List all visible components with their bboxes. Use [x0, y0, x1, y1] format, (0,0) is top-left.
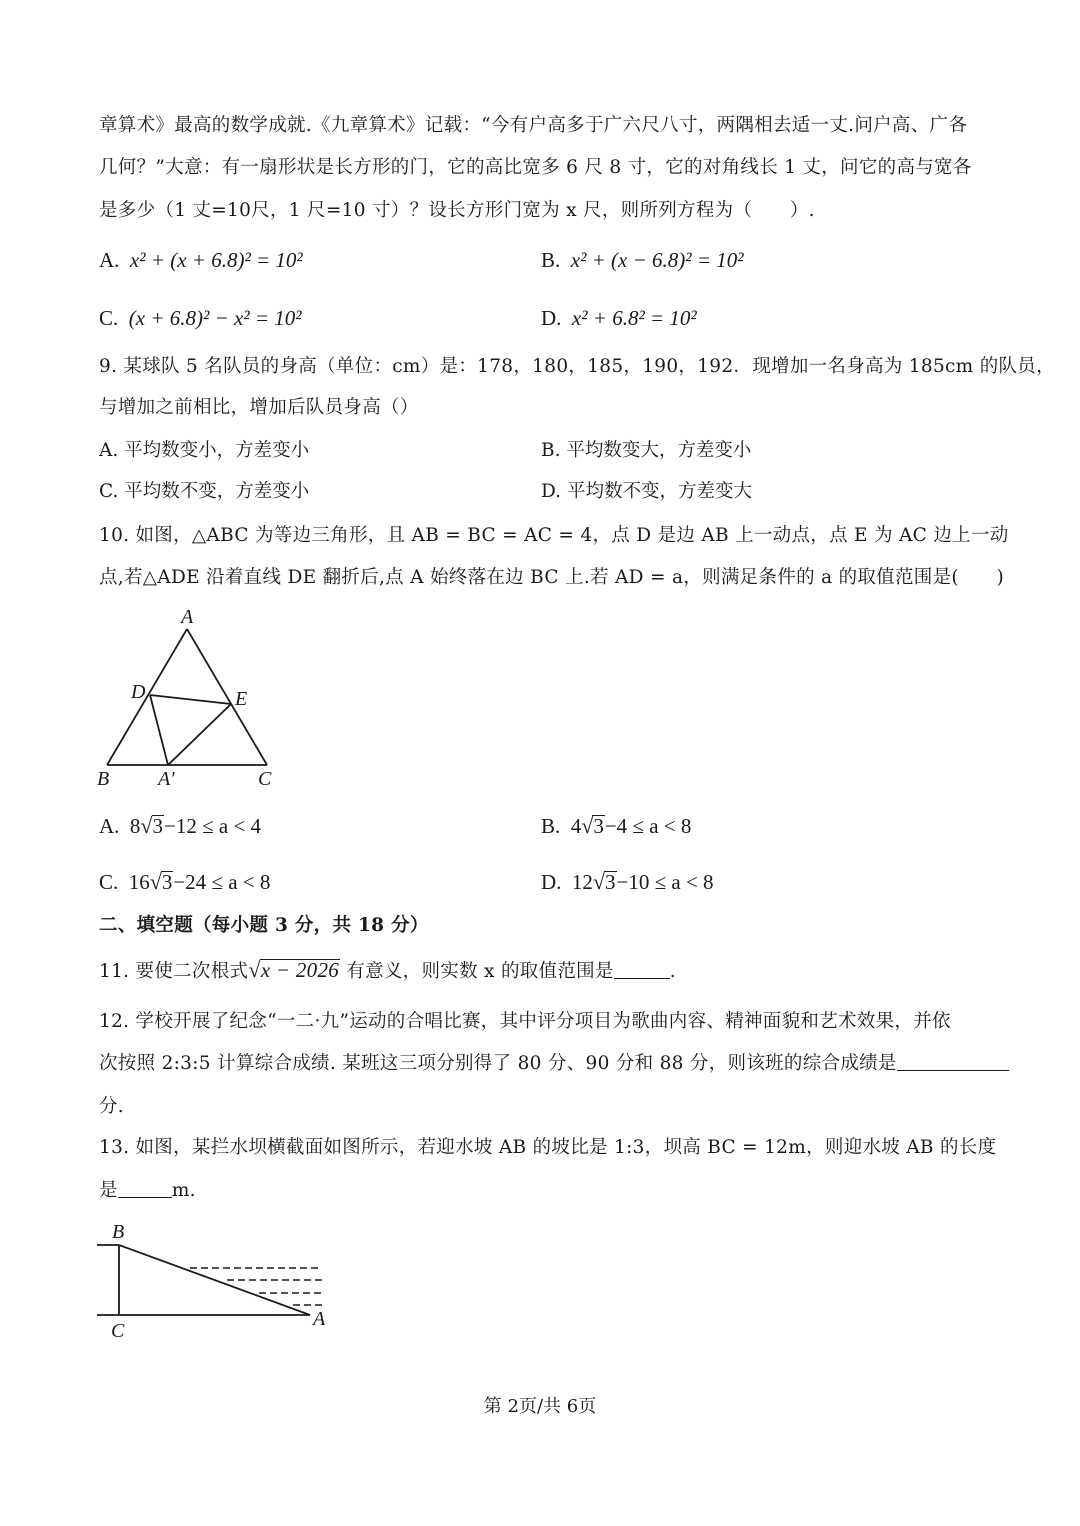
q11-suffix: 有意义，则实数 x 的取值范围是	[346, 961, 614, 982]
option-expression: (x + 6.8)² − x² = 10²	[128, 306, 302, 330]
page-footer: 第 2页/共 6页	[483, 1396, 597, 1417]
q8-text-line-2: 几何？”大意：有一扇形状是长方形的门，它的高比宽多 6 尺 8 寸，它的对角线长 1 丈，问它的高与宽各	[99, 157, 972, 178]
q11-end: .	[669, 961, 676, 982]
q10-text-line-1: 10. 如图，△ABC 为等边三角形，且 AB = BC = AC = 4，点 D 是边 AB 上一动点，点 E 为 AC 边上一动	[99, 525, 1009, 546]
q11-prefix: 11. 要使二次根式	[99, 961, 249, 982]
option-label: C.	[99, 306, 119, 330]
q13-text-line-1: 13. 如图，某拦水坝横截面如图所示，若迎水坡 AB 的坡比是 1:3，坝高 BC = 12m，则迎水坡 AB 的长度	[99, 1137, 997, 1158]
label-a-prime: A′	[158, 768, 175, 790]
coefficient: 8	[129, 814, 141, 838]
label-e: E	[235, 688, 248, 710]
label-c: C	[111, 1320, 125, 1342]
option-label: A.	[99, 440, 119, 461]
radicand: 3	[152, 814, 163, 838]
coefficient: 16	[128, 870, 150, 894]
water-lines	[190, 1268, 323, 1305]
option-expression: x² + (x − 6.8)² = 10²	[570, 248, 744, 272]
section-title-fill-in: 二、填空题（每小题 3 分，共 18 分）	[99, 915, 429, 936]
coefficient: 12	[571, 870, 593, 894]
radicand: 3	[161, 870, 173, 894]
q12-line2-text: 次按照 2:3:5 计算综合成绩. 某班这三项分别得了 80 分、90 分和 88 分，则该班的综合成绩是	[99, 1053, 897, 1074]
option-expression: −10 ≤ a < 8	[616, 870, 714, 894]
label-a: A	[313, 1308, 326, 1330]
q13-suffix: m.	[171, 1180, 196, 1201]
q12-text-line-1: 12. 学校开展了纪念“一二·九”运动的合唱比赛，其中评分项目为歌曲内容、精神面貌和艺术效果，并依	[99, 1011, 951, 1032]
radical-icon: √	[581, 813, 594, 838]
label-c: C	[258, 768, 272, 790]
option-label: A.	[99, 814, 120, 838]
coefficient: 4	[570, 814, 582, 838]
radicand: x − 2026	[260, 958, 340, 982]
label-a: A	[181, 606, 194, 628]
q10-text-line-2: 点,若△ADE 沿着直线 DE 翻折后,点 A 始终落在边 BC 上.若 AD = a，则满足条件的 a 的取值范围是( )	[99, 567, 1005, 588]
option-expression: −24 ≤ a < 8	[173, 870, 271, 894]
label-d: D	[131, 681, 146, 703]
q9-text-line-1: 9. 某球队 5 名队员的身高（单位：cm）是：178，180，185，190，192．现增加一名身高为 185cm 的队员，	[99, 356, 1055, 377]
q12-text-line-3: 分.	[99, 1096, 124, 1117]
q8-text-line-1: 章算术》最高的数学成就.《九章算术》记载：“今有户高多于广六尺八寸，两隅相去适一丈.问户高、广各	[99, 115, 968, 136]
option-label: B.	[541, 248, 561, 272]
option-expression: x² + (x + 6.8)² = 10²	[129, 248, 303, 272]
label-b: B	[97, 768, 110, 790]
option-expression: −4 ≤ a < 8	[604, 814, 692, 838]
option-text: 平均数变大，方差变小	[566, 440, 752, 461]
radical-icon: √	[592, 869, 605, 894]
option-expression: −12 ≤ a < 4	[164, 814, 262, 838]
option-label: D.	[541, 306, 562, 330]
option-label: A.	[99, 248, 120, 272]
radical-icon: √	[248, 957, 261, 982]
option-label: C.	[99, 870, 119, 894]
radicand: 3	[593, 814, 604, 838]
option-label: B.	[541, 814, 561, 838]
radical-icon: √	[149, 869, 162, 894]
option-label: B.	[541, 440, 561, 461]
option-label: D.	[541, 481, 562, 502]
option-label: C.	[99, 481, 119, 502]
q9-text-line-2: 与增加之前相比，增加后队员身高（）	[99, 397, 419, 418]
option-label: D.	[541, 870, 562, 894]
radical-icon: √	[140, 813, 153, 838]
option-expression: x² + 6.8² = 10²	[571, 306, 697, 330]
option-text: 平均数变小，方差变小	[124, 440, 310, 461]
option-text: 平均数不变，方差变大	[566, 481, 752, 502]
q13-prefix: 是	[99, 1180, 118, 1201]
radicand: 3	[605, 870, 616, 894]
label-b: B	[112, 1221, 125, 1243]
q8-text-line-3: 是多少（1 丈=10尺，1 尺=10 寸）？设长方形门宽为 x 尺，则所列方程为（ ）.	[99, 200, 815, 221]
option-text: 平均数不变，方差变小	[124, 481, 310, 502]
